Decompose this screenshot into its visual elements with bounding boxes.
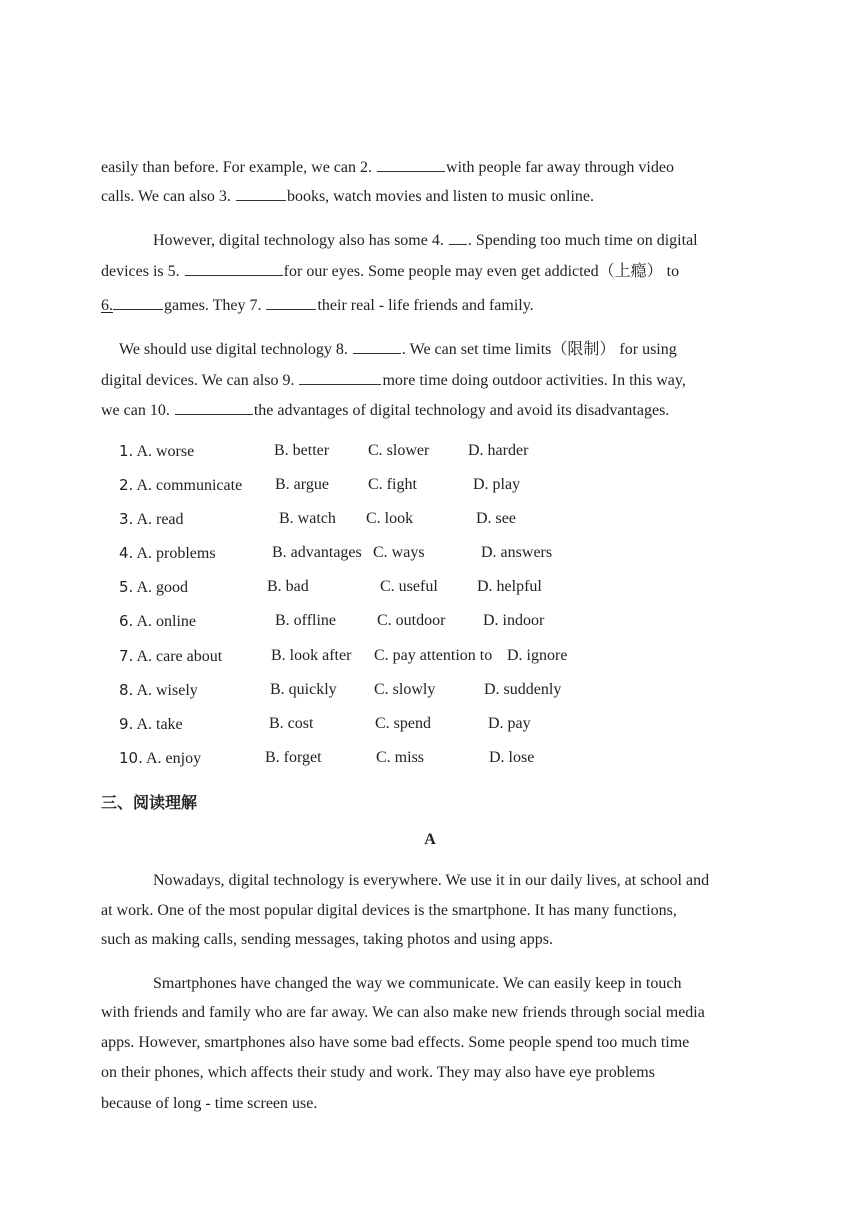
answer-blank: [185, 261, 283, 276]
option-a: A. good: [136, 579, 188, 596]
answer-blank: [113, 295, 163, 310]
answer-blank: [377, 157, 445, 172]
cloze-line: [101, 261, 679, 282]
option-c: C. outdoor: [377, 612, 446, 629]
option-a: A. problems: [136, 545, 216, 562]
option-b: B. cost: [269, 715, 314, 732]
option-d: D. suddenly: [484, 681, 562, 698]
passage-line: with friends and family who are far away. We can also make new friends through social media: [101, 1004, 705, 1021]
option-b: B. bad: [267, 578, 309, 595]
question-row: [119, 543, 216, 564]
question-row: [119, 646, 222, 667]
cloze-text: digital devices. We can also 9.: [101, 372, 295, 389]
option-c: C. miss: [376, 749, 425, 766]
cloze-line: [101, 370, 686, 391]
cloze-text: we can 10.: [101, 402, 170, 419]
passage-line: Nowadays, digital technology is everywhere. We use it in our daily lives, at school and: [153, 872, 710, 889]
question-number: 3.: [119, 510, 134, 528]
cloze-text: devices is 5.: [101, 263, 180, 280]
option-a: A. wisely: [136, 682, 198, 699]
cloze-text: more time doing outdoor activities. In this way,: [382, 372, 686, 389]
passage-line: because of long - time screen use.: [101, 1095, 318, 1112]
cloze-line: [101, 295, 534, 316]
option-a: A. worse: [136, 443, 195, 460]
answer-blank: [236, 186, 286, 201]
question-row: [119, 475, 242, 496]
option-b: B. watch: [279, 510, 336, 527]
option-b: B. look after: [271, 647, 352, 664]
option-d: D. harder: [468, 442, 529, 459]
cloze-line: [101, 157, 674, 178]
section-heading: 三、阅读理解: [101, 793, 198, 812]
passage-line: at work. One of the most popular digital devices is the smartphone. It has many functions,: [101, 902, 677, 919]
cloze-text: their real - life friends and family.: [317, 297, 534, 314]
cloze-line: [101, 400, 669, 421]
passage-line: apps. However, smartphones also have some bad effects. Some people spend too much time: [101, 1034, 690, 1051]
question-number: 5.: [119, 578, 134, 596]
question-number: 1.: [119, 442, 134, 460]
option-c: C. slowly: [374, 681, 436, 698]
question-row: [119, 714, 183, 735]
question-number: 2.: [119, 476, 134, 494]
answer-blank: [353, 339, 401, 354]
option-d: D. lose: [489, 749, 535, 766]
question-row: [119, 611, 196, 632]
question-number: 9.: [119, 715, 134, 733]
option-d: D. play: [473, 476, 521, 493]
option-a: A. online: [136, 613, 196, 630]
cloze-text: with people far away through video: [446, 159, 674, 176]
option-b: B. argue: [275, 476, 329, 493]
answer-blank: [266, 295, 316, 310]
option-d: D. ignore: [507, 647, 568, 664]
option-c: C. slower: [368, 442, 430, 459]
answer-blank: [449, 230, 467, 245]
cloze-text: 6.: [101, 297, 113, 314]
question-number: 6.: [119, 612, 134, 630]
option-c: C. look: [366, 510, 414, 527]
option-c: C. useful: [380, 578, 438, 595]
cloze-text: games. They 7.: [164, 297, 262, 314]
option-c: C. spend: [375, 715, 431, 732]
passage-line: Smartphones have changed the way we communicate. We can easily keep in touch: [153, 975, 682, 992]
question-row: [119, 748, 201, 769]
option-a: A. enjoy: [145, 750, 202, 767]
passage-line: such as making calls, sending messages, taking photos and using apps.: [101, 931, 553, 948]
cloze-line: [101, 186, 594, 207]
option-d: D. pay: [488, 715, 531, 732]
option-c: C. ways: [373, 544, 425, 561]
option-a: A. take: [136, 716, 183, 733]
cloze-text: calls. We can also 3.: [101, 188, 231, 205]
option-b: B. better: [274, 442, 330, 459]
answer-blank: [175, 400, 253, 415]
option-d: D. helpful: [477, 578, 542, 595]
question-number: 4.: [119, 544, 134, 562]
question-row: [119, 680, 198, 701]
cloze-line: [119, 339, 677, 360]
passage-line: on their phones, which affects their study and work. They may also have eye problems: [101, 1064, 655, 1081]
passage-label: A: [424, 831, 436, 848]
option-c: C. pay attention to: [374, 647, 493, 664]
option-d: D. indoor: [483, 612, 545, 629]
option-a: A. care about: [136, 648, 223, 665]
option-b: B. offline: [275, 612, 337, 629]
cloze-text: for our eyes. Some people may even get addicted（上瘾） to: [283, 263, 680, 280]
answer-blank: [299, 370, 381, 385]
cloze-text: easily than before. For example, we can 2.: [101, 159, 373, 176]
cloze-text: However, digital technology also has some 4.: [153, 232, 444, 249]
option-d: D. see: [476, 510, 516, 527]
option-b: B. advantages: [272, 544, 362, 561]
option-c: C. fight: [368, 476, 417, 493]
question-row: [119, 577, 188, 598]
option-a: A. communicate: [136, 477, 243, 494]
option-a: A. read: [136, 511, 184, 528]
cloze-text: . We can set time limits（限制） for using: [401, 341, 677, 358]
cloze-text: books, watch movies and listen to music online.: [286, 188, 595, 205]
option-b: B. forget: [265, 749, 322, 766]
option-d: D. answers: [481, 544, 553, 561]
option-b: B. quickly: [270, 681, 337, 698]
question-number: 10.: [119, 749, 143, 767]
cloze-text: . Spending too much time on digital: [467, 232, 698, 249]
question-row: [119, 441, 194, 462]
cloze-line: [153, 230, 698, 251]
question-number: 8.: [119, 681, 134, 699]
cloze-text: We should use digital technology 8.: [119, 341, 348, 358]
question-number: 7.: [119, 647, 134, 665]
cloze-text: the advantages of digital technology and avoid its disadvantages.: [253, 402, 670, 419]
question-row: [119, 509, 184, 530]
